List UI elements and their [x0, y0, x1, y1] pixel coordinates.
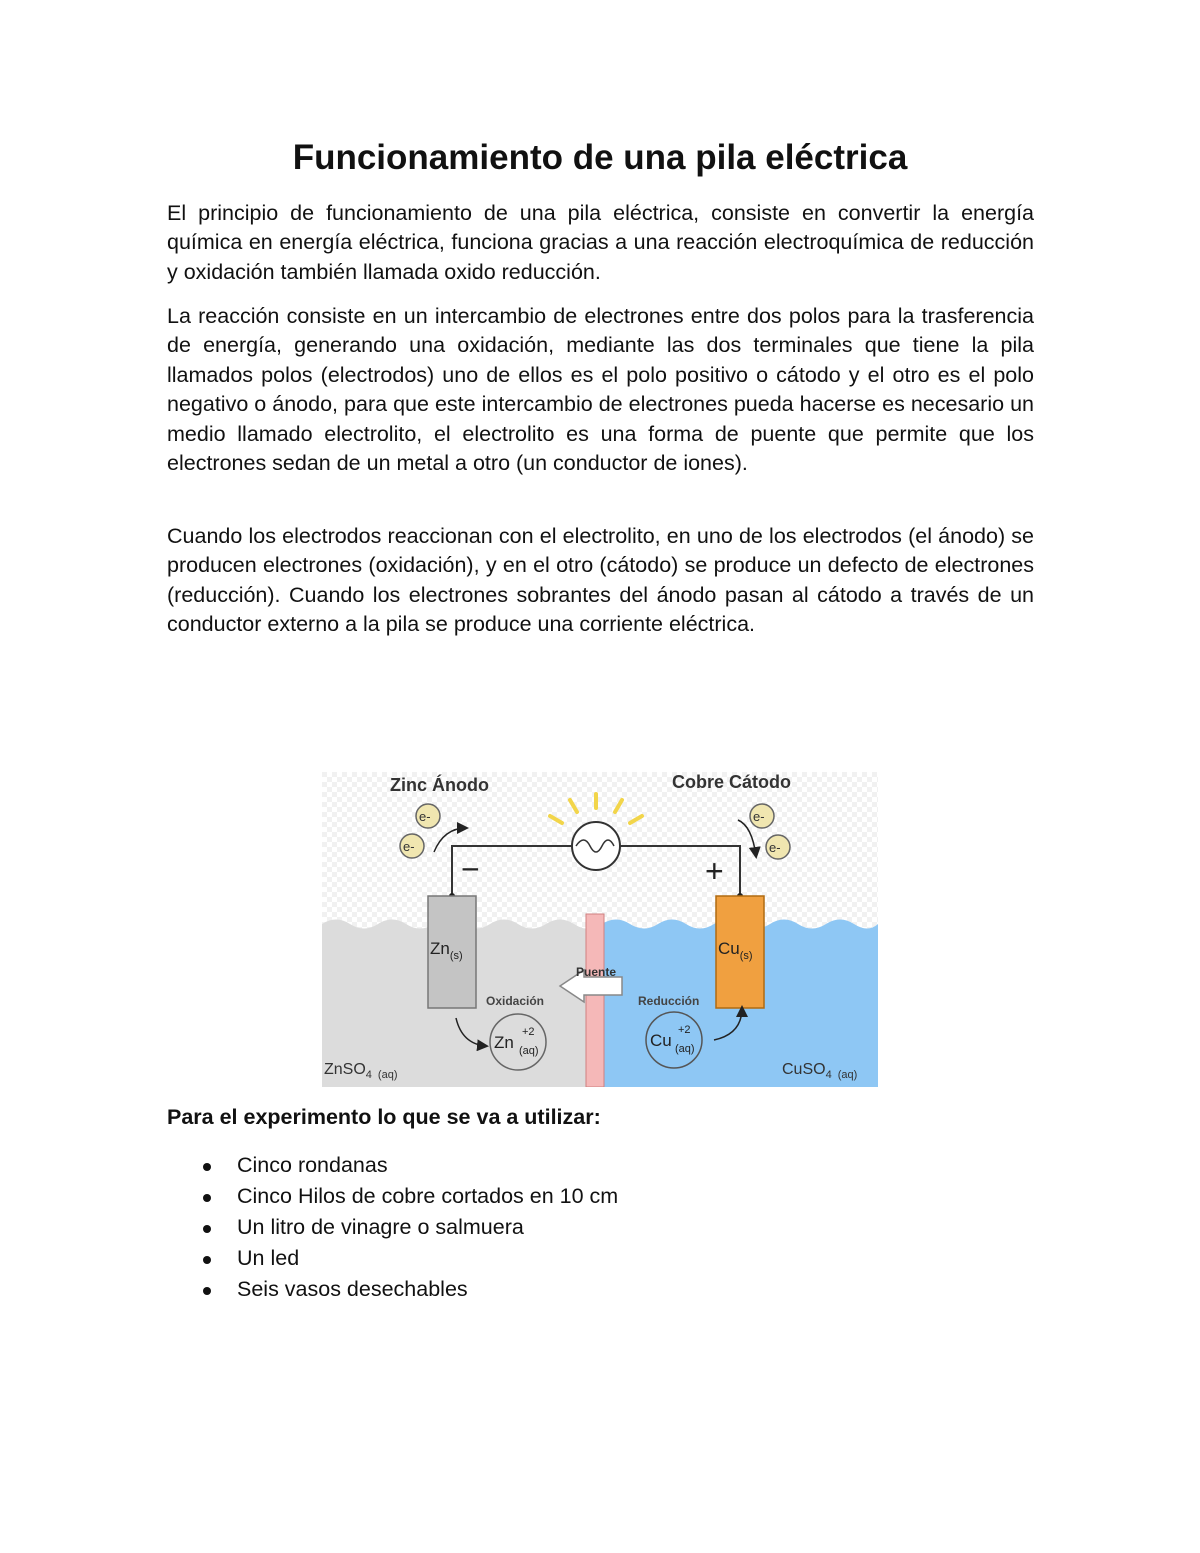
left-solution-formula: ZnSO — [324, 1061, 366, 1078]
left-solution-state: (aq) — [377, 1069, 398, 1081]
paragraph-electrodes: Cuando los electrodos reaccionan con el electrolito, en uno de los electrodos (el ánodo) se producen electrones (oxidación), y en el otro (cátodo) se produce un defecto de electrones (reducción). Cuando los electrones sobrantes del ánodo pasan al cátodo a través de un conductor externo a la pila se produce una corriente eléctrica. — [167, 524, 1034, 637]
electron-label: e- — [419, 809, 431, 824]
electron-label: e- — [769, 840, 781, 855]
list-item — [167, 1243, 618, 1274]
bullet-icon — [203, 1194, 211, 1202]
materials-list — [167, 1150, 618, 1305]
zinc-ion-state: (aq) — [519, 1045, 539, 1057]
bullet-icon — [203, 1225, 211, 1233]
zinc-symbol: Zn — [430, 939, 450, 958]
copper-symbol: Cu — [718, 939, 740, 958]
oxidation-label: Oxidación — [486, 994, 545, 1008]
electron-icon — [400, 834, 424, 858]
electron-label: e- — [403, 839, 415, 854]
paragraph-reaction: La reacción consiste en un intercambio de electrones entre dos polos para la trasferencia de energía, generando una oxidación, mediante las dos terminales que tiene la pila llamados polos (electrodos) uno de ellos es el polo positivo o cátodo y el otro es el polo negativo o ánodo, para que este intercambio de electrones pueda hacerse es necesario un medio llamado electrolito, el electrolito es una forma de puente que permite que los electrones sedan de un metal a otro (un conductor de iones). — [167, 304, 1034, 476]
copper-ion-charge: +2 — [678, 1024, 691, 1036]
anode-title: Zinc Ánodo — [390, 775, 489, 795]
materials-heading: Para el experimento lo que se va a utilizar: — [167, 1105, 601, 1129]
zinc-ion-symbol: Zn — [494, 1033, 514, 1052]
list-item-text: Un litro de vinagre o salmuera — [237, 1215, 524, 1239]
cathode-title: Cobre Cátodo — [672, 772, 791, 792]
bullet-icon — [203, 1287, 211, 1295]
zinc-state: (s) — [449, 950, 463, 962]
list-item — [167, 1181, 618, 1212]
electron-icon — [766, 835, 790, 859]
galvanic-cell-diagram — [322, 772, 878, 1087]
list-item-text: Cinco Hilos de cobre cortados en 10 cm — [237, 1184, 619, 1208]
left-solution-subscript: 4 — [365, 1069, 372, 1081]
reduction-label: Reducción — [638, 994, 700, 1008]
list-item — [167, 1150, 618, 1181]
right-solution-subscript: 4 — [825, 1069, 832, 1081]
bullet-icon — [203, 1256, 211, 1264]
list-item-text: Un led — [237, 1246, 300, 1270]
list-item-text: Seis vasos desechables — [237, 1277, 468, 1301]
list-item-text: Cinco rondanas — [237, 1153, 388, 1177]
list-item — [167, 1274, 618, 1305]
copper-ion-state: (aq) — [675, 1043, 695, 1055]
right-solution-state: (aq) — [837, 1069, 858, 1081]
page-title: Funcionamiento de una pila eléctrica — [292, 138, 908, 177]
copper-state: (s) — [739, 950, 753, 962]
zinc-ion-charge: +2 — [522, 1026, 535, 1038]
bridge-label: Puente — [576, 965, 617, 979]
copper-ion-symbol: Cu — [650, 1031, 672, 1050]
electron-icon — [416, 804, 440, 828]
right-solution-formula: CuSO — [782, 1061, 826, 1078]
paragraph-intro: El principio de funcionamiento de una pila eléctrica, consiste en convertir la energía química en energía eléctrica, funciona gracias a una reacción electroquímica de reducción y oxidación también llamada oxido reducción. — [167, 201, 1034, 284]
positive-terminal: + — [705, 853, 724, 889]
electron-icon — [750, 804, 774, 828]
electron-label: e- — [753, 809, 765, 824]
negative-terminal: − — [461, 851, 480, 887]
bulb-icon — [572, 822, 620, 870]
list-item — [167, 1212, 618, 1243]
salt-bridge — [586, 914, 604, 1087]
bullet-icon — [203, 1163, 211, 1171]
